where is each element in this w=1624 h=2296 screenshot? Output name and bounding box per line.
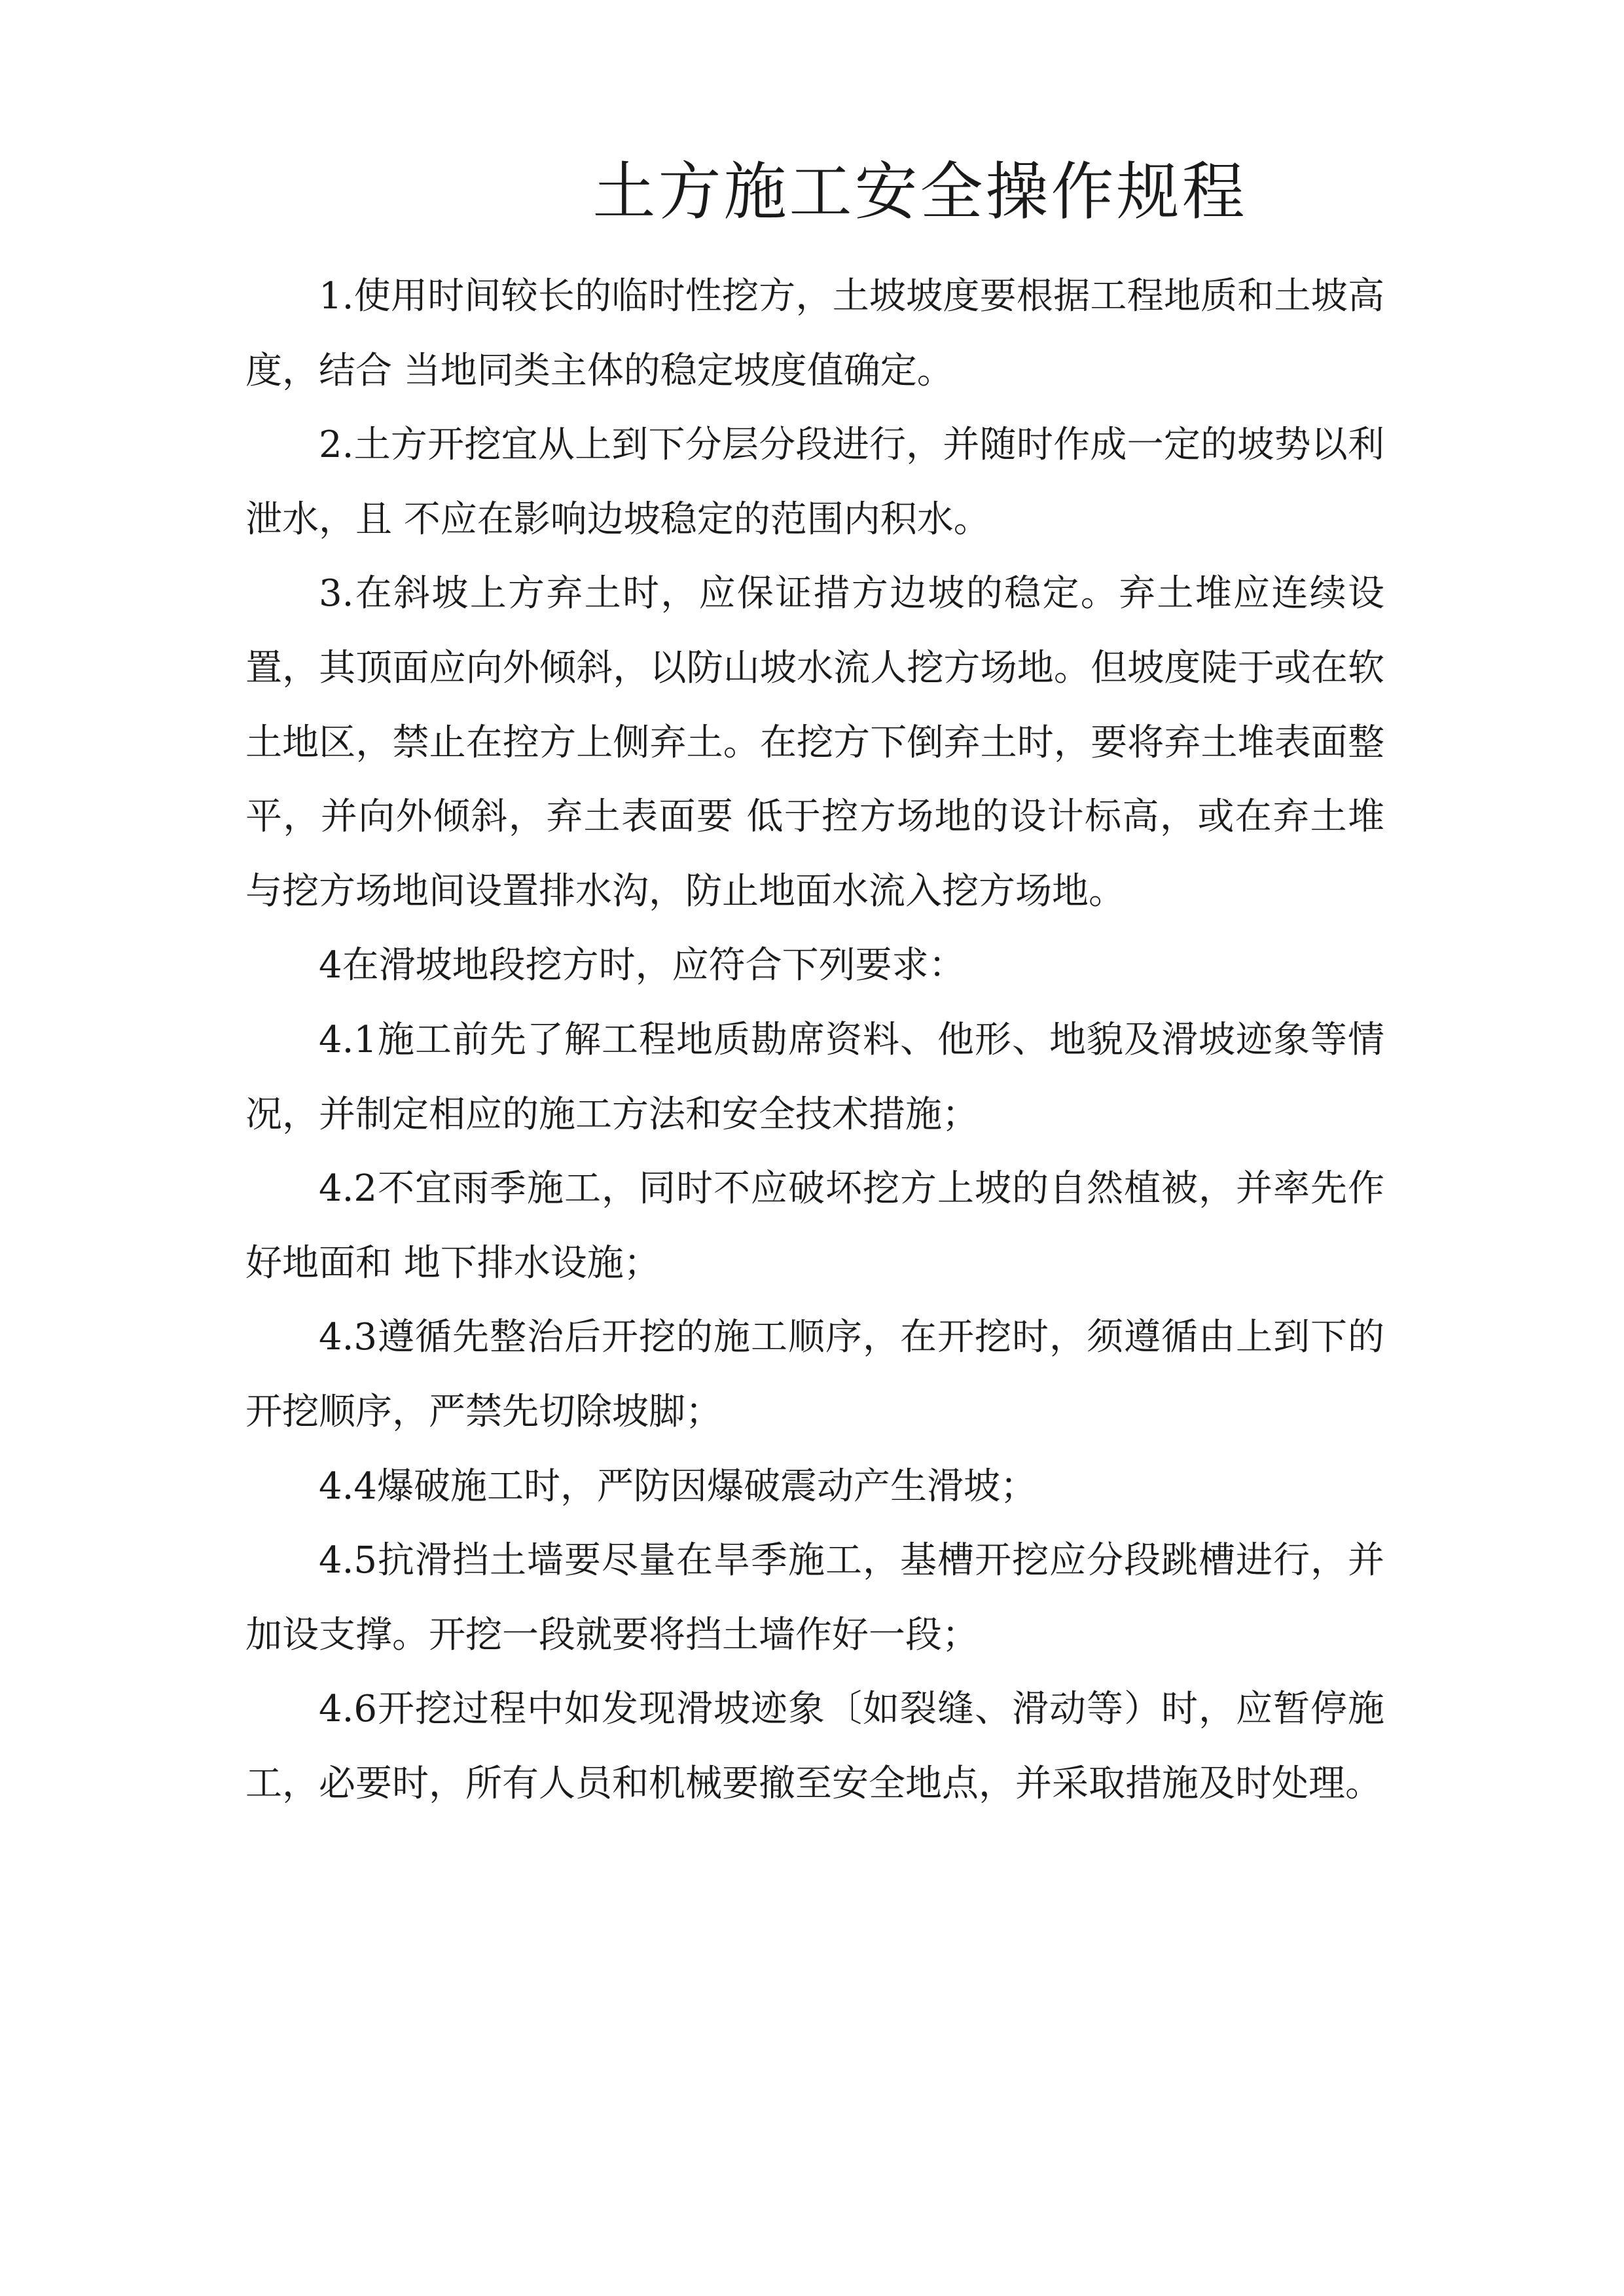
- paragraph-4-2: 4.2不宜雨季施工，同时不应破坏挖方上坡的自然植被，并率先作好地面和 地下排水设施；: [245, 1167, 1384, 1285]
- document-title: 土方施工安全操作规程: [592, 155, 1248, 228]
- paragraph-4-4: 4.4爆破施工时，严防因爆破震动产生滑坡；: [319, 1465, 1038, 1508]
- paragraph-1: 1.使用时间较长的临时性挖方，土坡坡度要根据工程地质和土坡高度，结合 当地同类主体的稳定坡度值确定。: [245, 275, 1384, 392]
- paragraph-4-1: 4.1施工前先了解工程地质勘席资料、他形、地貌及滑坡迹象等情况，并制定相应的施工方法和安全技术措施；: [245, 1018, 1384, 1136]
- paragraph-4: 4在滑坡地段挖方时，应符合下列要求：: [319, 944, 965, 987]
- paragraph-4-5: 4.5抗滑挡土墙要尽量在旱季施工，基槽开挖应分段跳槽进行，并加设支撑。开挖一段就要将挡土墙作好一段；: [245, 1539, 1384, 1656]
- paragraph-2: 2.土方开挖宜从上到下分层分段进行，并随时作成一定的坡势以利泄水，且 不应在影响边坡稳定的范围内积水。: [245, 424, 1384, 541]
- document-body: [245, 259, 1384, 1821]
- paragraph-3: 3.在斜坡上方弃土时，应保证措方边坡的稳定。弃土堆应连续设置，其顶面应向外倾斜，以防山坡水流人挖方场地。但坡度陡于或在软土地区，禁止在控方上侧弃土。在挖方下倒弃土时，要将弃土堆表面整平，并向外倾斜，弃土表面要 低于控方场地的设计标高，或在弃土堆与挖方场地间设置排水沟，防止地面水流入挖方场地。: [245, 572, 1384, 913]
- paragraph-4-3: 4.3遵循先整治后开挖的施工顺序，在开挖时，须遵循由上到下的开挖顺序，严禁先切除坡脚；: [245, 1316, 1384, 1433]
- paragraph-4-6: 4.6开挖过程中如发现滑坡迹象〔如裂缝、滑动等）时，应暂停施工，必要时，所有人员和机械要撤至安全地点，并采取措施及时处理。: [245, 1688, 1384, 1805]
